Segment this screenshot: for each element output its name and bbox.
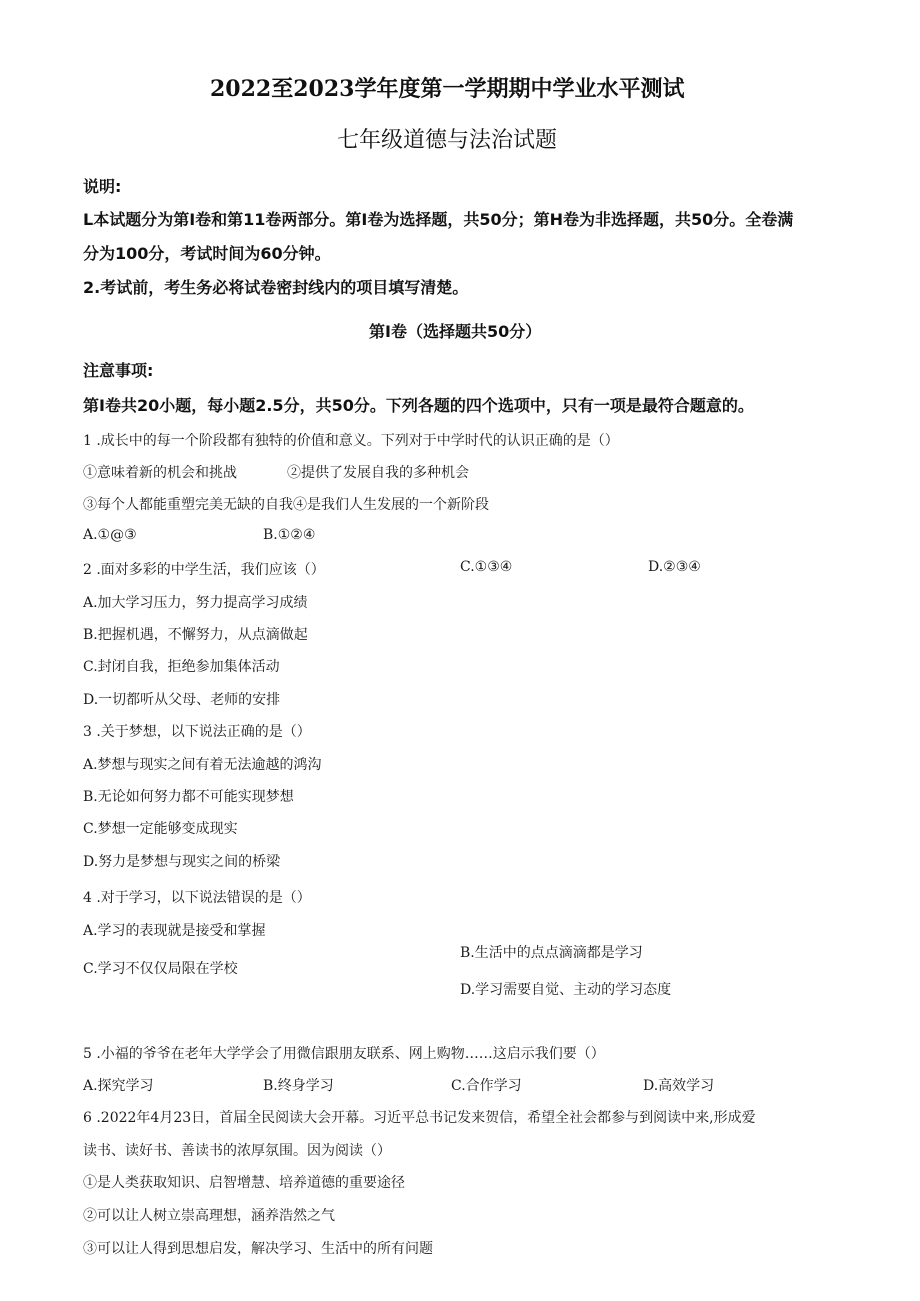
statement-1: ①意味着新的机会和挑战 — [83, 465, 237, 481]
instruction-line-2: 2.考试前，考生务必将试卷密封线内的项目填写清楚。 — [83, 278, 469, 297]
option-d: D.一切都听从父母、老师的安排 — [83, 692, 281, 708]
section-title: 第I卷（选择题共50分） — [369, 322, 542, 341]
option-d: D.②③④ — [648, 559, 701, 575]
exam-subtitle: 七年级道德与法治试题 — [337, 128, 558, 153]
instruction-line-1a: L本试题分为第I卷和第11卷两部分。第I卷为选择题，共50分；第H卷为非选择题，共50分。全卷满 — [83, 210, 794, 229]
option-c: C.①③④ — [460, 559, 513, 575]
option-b: B.生活中的点点滴滴都是学习 — [460, 945, 643, 961]
question-stem-line-1: 6 .2022年4月23日，首届全民阅读大会开幕。习近平总书记发来贺信，希望全社会都参与到阅读中来,形成爱 — [83, 1110, 756, 1126]
option-b: B.无论如何努力都不可能实现梦想 — [83, 789, 294, 805]
option-c: C.学习不仅仅局限在学校 — [83, 961, 238, 977]
question-stem: 4 .对于学习，以下说法错误的是（） — [83, 890, 311, 906]
notice-text: 第I卷共20小题，每小题2.5分，共50分。下列各题的四个选项中，只有一项是最符合题意的。 — [83, 396, 754, 415]
option-d: D.学习需要自觉、主动的学习态度 — [460, 982, 672, 998]
option-a: A.①@③ — [83, 527, 137, 543]
exam-title: 2022至2023学年度第一学期期中学业水平测试 — [210, 76, 685, 102]
option-d: D.努力是梦想与现实之间的桥梁 — [83, 854, 281, 870]
option-b: B.终身学习 — [263, 1078, 334, 1094]
statement-3-4: ③每个人都能重塑完美无缺的自我④是我们人生发展的一个新阶段 — [83, 497, 489, 513]
question-stem: 3 .关于梦想，以下说法正确的是（） — [83, 724, 311, 740]
option-c: C.封闭自我，拒绝参加集体活动 — [83, 659, 280, 675]
option-c: C.合作学习 — [451, 1078, 522, 1094]
statement-2: ②可以让人树立崇高理想，涵养浩然之气 — [83, 1208, 335, 1224]
option-a: A.梦想与现实之间有着无法逾越的鸿沟 — [83, 757, 322, 773]
option-a: A.探究学习 — [83, 1078, 154, 1094]
statement-2: ②提供了发展自我的多种机会 — [287, 465, 469, 481]
option-c: C.梦想一定能够变成现实 — [83, 821, 238, 837]
instruction-line-1b: 分为100分，考试时间为60分钟。 — [83, 244, 331, 263]
question-stem-line-2: 读书、读好书、善读书的浓厚氛围。因为阅读（） — [83, 1143, 391, 1159]
instructions-heading: 说明: — [83, 177, 122, 196]
option-b: B.把握机遇，不懈努力，从点滴做起 — [83, 627, 308, 643]
question-stem: 2 .面对多彩的中学生活，我们应该（） — [83, 562, 325, 578]
option-b: B.①②④ — [263, 527, 316, 543]
notice-heading: 注意事项: — [83, 361, 154, 380]
option-a: A.学习的表现就是接受和掌握 — [83, 923, 266, 939]
statement-3: ③可以让人得到思想启发，解决学习、生活中的所有问题 — [83, 1241, 433, 1257]
statement-1: ①是人类获取知识、启智增慧、培养道德的重要途径 — [83, 1175, 405, 1191]
question-stem: 1 .成长中的每一个阶段都有独特的价值和意义。下列对于中学时代的认识正确的是（） — [83, 433, 619, 449]
question-stem: 5 .小福的爷爷在老年大学学会了用微信跟朋友联系、网上购物……这启示我们要（） — [83, 1046, 605, 1062]
option-a: A.加大学习压力，努力提高学习成绩 — [83, 595, 308, 611]
option-d: D.高效学习 — [643, 1078, 715, 1094]
